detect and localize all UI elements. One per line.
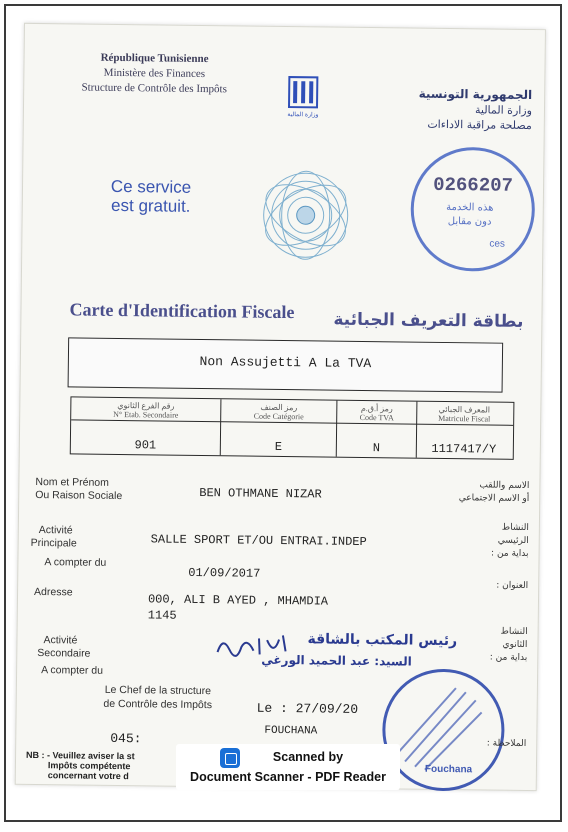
- col-header-ar: رمز الصنف: [260, 402, 298, 413]
- tva-status-box: [68, 337, 504, 392]
- sec-activity-label-ar-line1: النشاط: [500, 626, 528, 638]
- remark-label-ar: الملاحظة :: [486, 738, 527, 750]
- name-label-fr: [35, 476, 122, 503]
- col-header-fr: Code TVA: [359, 412, 394, 423]
- header-fr-line1: République Tunisienne: [100, 51, 209, 66]
- stamp-text-2: دون مقابل: [447, 216, 492, 228]
- col-header-ar: رقم الفرع الثانوي: [117, 400, 175, 411]
- free-service-line2: est gratuit.: [110, 195, 191, 216]
- name-label-ar-line1: الاسم واللقب: [479, 480, 530, 492]
- col-header-fr: Matricule Fiscal: [438, 413, 491, 424]
- activity-label-line2: Principale: [30, 536, 77, 550]
- security-rosette: [250, 165, 361, 266]
- address-value-line1: 000, ALI B AYED , MHAMDIA: [147, 592, 329, 609]
- activity-value: SALLE SPORT ET/OU ENTRAI.INDEP: [150, 532, 367, 550]
- scanner-line1: Scanned by: [272, 750, 344, 764]
- address-label-ar: العنوان :: [496, 580, 529, 592]
- col-header-ar: المعرف الجبائي: [438, 404, 491, 415]
- stamp-number: 0266207: [433, 173, 514, 197]
- sec-activity-label-fr: [37, 634, 90, 661]
- activity-label-ar: [458, 521, 528, 561]
- col-code-tva: [337, 401, 418, 458]
- from-value: 01/09/2017: [188, 565, 261, 581]
- activity-label-fr: [30, 524, 77, 550]
- matricule-fiscal-value: 1117417/Y: [431, 441, 497, 457]
- header-fr-line2: Ministère des Finances: [103, 66, 206, 81]
- address-value-line2: 1145: [147, 608, 177, 623]
- header-ar-line2: وزارة المالية: [474, 103, 533, 118]
- code-categorie-value: E: [274, 439, 283, 454]
- etab-secondaire-value: 901: [134, 438, 157, 453]
- name-value: BEN OTHMANE NIZAR: [199, 485, 322, 502]
- name-label-ar: [439, 479, 529, 506]
- scanner-watermark[interactable]: [176, 744, 400, 790]
- nb-line3: concernant votre d: [47, 770, 129, 782]
- office-stamp: [382, 668, 505, 791]
- name-label-line1: Nom et Prénom: [35, 475, 110, 489]
- office-code: 045:: [110, 730, 142, 747]
- nb-line2: Impôts compétente: [47, 760, 131, 772]
- code-tva-value: N: [372, 441, 381, 456]
- fiscal-id-card: [15, 23, 546, 791]
- free-service-stamp: [410, 147, 536, 273]
- nb-line1: NB : - Veuillez aviser la st: [26, 749, 135, 762]
- issue-date: Le : 27/09/20: [256, 700, 359, 717]
- name-label-line2: Ou Raison Sociale: [35, 488, 123, 503]
- card-title-ar: بطاقة التعريف الجبائية: [333, 309, 524, 332]
- free-service-line1: Ce service: [110, 176, 192, 197]
- from-label-fr: A compter du: [44, 556, 107, 569]
- address-label-fr: Adresse: [33, 585, 73, 599]
- chef-line1: Le Chef de la structure: [104, 683, 212, 698]
- col-header-fr: N° Etab. Secondaire: [113, 409, 179, 420]
- official-stamp-line1: رئيس المكتب بالشاقة: [307, 631, 458, 650]
- emblem-caption: وزارة المالية: [287, 111, 319, 119]
- sec-activity-label-ar: [457, 625, 527, 665]
- col-header-ar: رمز أ.ق.م: [360, 403, 393, 414]
- stamp-ring-text: ces: [489, 238, 505, 250]
- stamp-text-1: هذه الخدمة: [446, 201, 494, 214]
- col-etab-secondaire: [71, 397, 222, 455]
- activity-label-ar-line1: النشاط: [501, 522, 529, 534]
- chef-title: [93, 683, 223, 713]
- header-ar-line3: مصلحة مراقبة الاداءات: [427, 117, 532, 133]
- sec-activity-label-line1: Activité: [43, 634, 78, 647]
- stamp-ring-text: Fouchana: [424, 763, 473, 776]
- ministry-emblem: [286, 75, 321, 125]
- col-code-categorie: [221, 399, 338, 456]
- from-label-ar: بداية من :: [491, 548, 529, 560]
- header-ar-line1: الجمهورية التونسية: [418, 86, 533, 103]
- activity-label-line1: Activité: [38, 524, 73, 537]
- header-ar: [354, 86, 533, 133]
- sec-from-label-fr: A compter du: [41, 664, 104, 677]
- header-fr-line3: Structure de Contrôle des Impôts: [81, 81, 227, 96]
- chef-line2: de Contrôle des Impôts: [103, 697, 213, 712]
- official-stamp-line2: السيد: عبد الحميد الورغي: [261, 652, 412, 669]
- activity-label-ar-line2: الرئيسي: [497, 535, 529, 547]
- scanner-line2: Document Scanner - PDF Reader: [190, 770, 386, 784]
- header-fr: [54, 50, 255, 97]
- rosette-icon: [250, 165, 361, 266]
- name-label-ar-line2: أو الاسم الاجتماعي: [458, 493, 530, 505]
- card-title-fr: Carte d'Identification Fiscale: [69, 299, 295, 323]
- sec-from-label-ar: بداية من :: [489, 652, 528, 664]
- tva-status: Non Assujetti A La TVA: [199, 353, 372, 372]
- nb-notice: [26, 750, 135, 781]
- id-table: [70, 396, 515, 459]
- col-matricule-fiscal: [417, 402, 512, 459]
- sec-activity-label-ar-line2: الثانوي: [502, 639, 528, 651]
- office-place: FOUCHANA: [264, 724, 318, 738]
- free-service-notice: [91, 177, 211, 216]
- col-header-fr: Code Catégorie: [253, 411, 304, 422]
- sec-activity-label-line2: Secondaire: [37, 647, 91, 660]
